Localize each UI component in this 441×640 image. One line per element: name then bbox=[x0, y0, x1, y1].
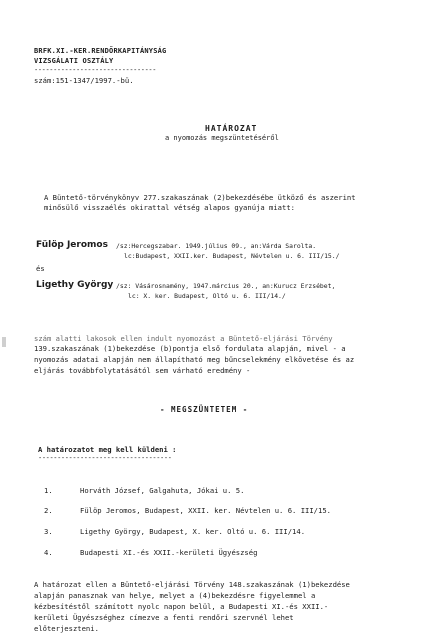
body-line-4: eljárás továbbfolytatásától sem várható eredmény - bbox=[34, 366, 251, 375]
appeal-line-3: kézbesítéstől számított nyolc napon belül, a Budapesti XI.-és XXII.- bbox=[34, 602, 329, 611]
recipients-heading: A határozatot meg kell küldeni : bbox=[38, 445, 177, 454]
body-line-2: 139.szakaszának (1)bekezdése (b)pontja első fordulata alapján, mivel - a bbox=[34, 344, 346, 353]
recipient-text: Fülöp Jeromos, Budapest, XXII. ker. Névtelen u. 6. III/15. bbox=[80, 506, 331, 515]
conjunction: és bbox=[36, 264, 45, 273]
recipient-text: Horváth József, Galgahuta, Jókai u. 5. bbox=[80, 486, 245, 495]
header-separator: -------------------------------- bbox=[34, 66, 157, 74]
authority-name: BRFK.XI.-KER.RENDŐRKAPITÁNYSÁG bbox=[34, 47, 167, 55]
recipient-text: Budapesti XI.-és XXII.-kerületi Ügyészség bbox=[80, 548, 258, 557]
person-address: lc:Budapest, XXII.ker. Budapest, Névtelen u. 6. III/15./ bbox=[124, 252, 340, 260]
reference-number: szám:151-1347/1997.-bü. bbox=[34, 76, 134, 85]
person-details: /sz: Vásárosnamény, 1947.március 20., an:Kurucz Erzsébet, bbox=[116, 282, 336, 290]
person-details: /sz:Hercegszabar. 1949.július 09., an:Várda Sarolta. bbox=[116, 242, 317, 250]
document-subtitle: a nyomozás megszüntetéséről bbox=[165, 134, 279, 142]
appeal-line-1: A határozat ellen a Büntető-eljárási Törvény 148.szakaszának (1)bekezdése bbox=[34, 580, 350, 589]
appeal-line-2: alapján panasznak van helye, melyet a (4)bekezdésre figyelemmel a bbox=[34, 591, 316, 600]
recipient-number: 4. bbox=[44, 548, 53, 557]
intro-line-1: A Büntető-törvénykönyv 277.szakaszának (2)bekezdésébe ütköző és aszerint bbox=[44, 193, 356, 202]
appeal-line-4: kerületi Ügyészséghez címezve a fenti rendőri szervnél lehet bbox=[34, 613, 294, 622]
appeal-line-5: előterjeszteni. bbox=[34, 624, 99, 633]
department-name: VIZSGÁLATI OSZTÁLY bbox=[34, 57, 114, 65]
person-address: lc: X. ker. Budapest, Oltó u. 6. III/14./ bbox=[128, 292, 286, 300]
person-name: Fülöp Jeromos bbox=[36, 240, 108, 250]
recipient-number: 1. bbox=[44, 486, 53, 495]
margin-mark bbox=[2, 337, 6, 347]
recipients-separator: ----------------------------------- bbox=[38, 454, 172, 462]
body-line-3: nyomozás adatai alapján nem állapítható meg bűncselekmény elkövetése és az bbox=[34, 355, 355, 364]
person-name: Ligethy György bbox=[36, 280, 114, 290]
recipient-text: Ligethy György, Budapest, X. ker. Oltó u. 6. III/14. bbox=[80, 527, 306, 536]
intro-line-2: minősülő visszaélés okirattal vétség alapos gyanúja miatt: bbox=[44, 203, 295, 212]
body-line-1: szám alatti lakosok ellen indult nyomozást a Büntető-eljárási Törvény bbox=[34, 334, 333, 343]
document-title: HATÁROZAT bbox=[205, 124, 258, 133]
recipient-number: 2. bbox=[44, 506, 53, 515]
recipient-number: 3. bbox=[44, 527, 53, 536]
decision-statement: - MEGSZÜNTETEM - bbox=[160, 405, 249, 414]
